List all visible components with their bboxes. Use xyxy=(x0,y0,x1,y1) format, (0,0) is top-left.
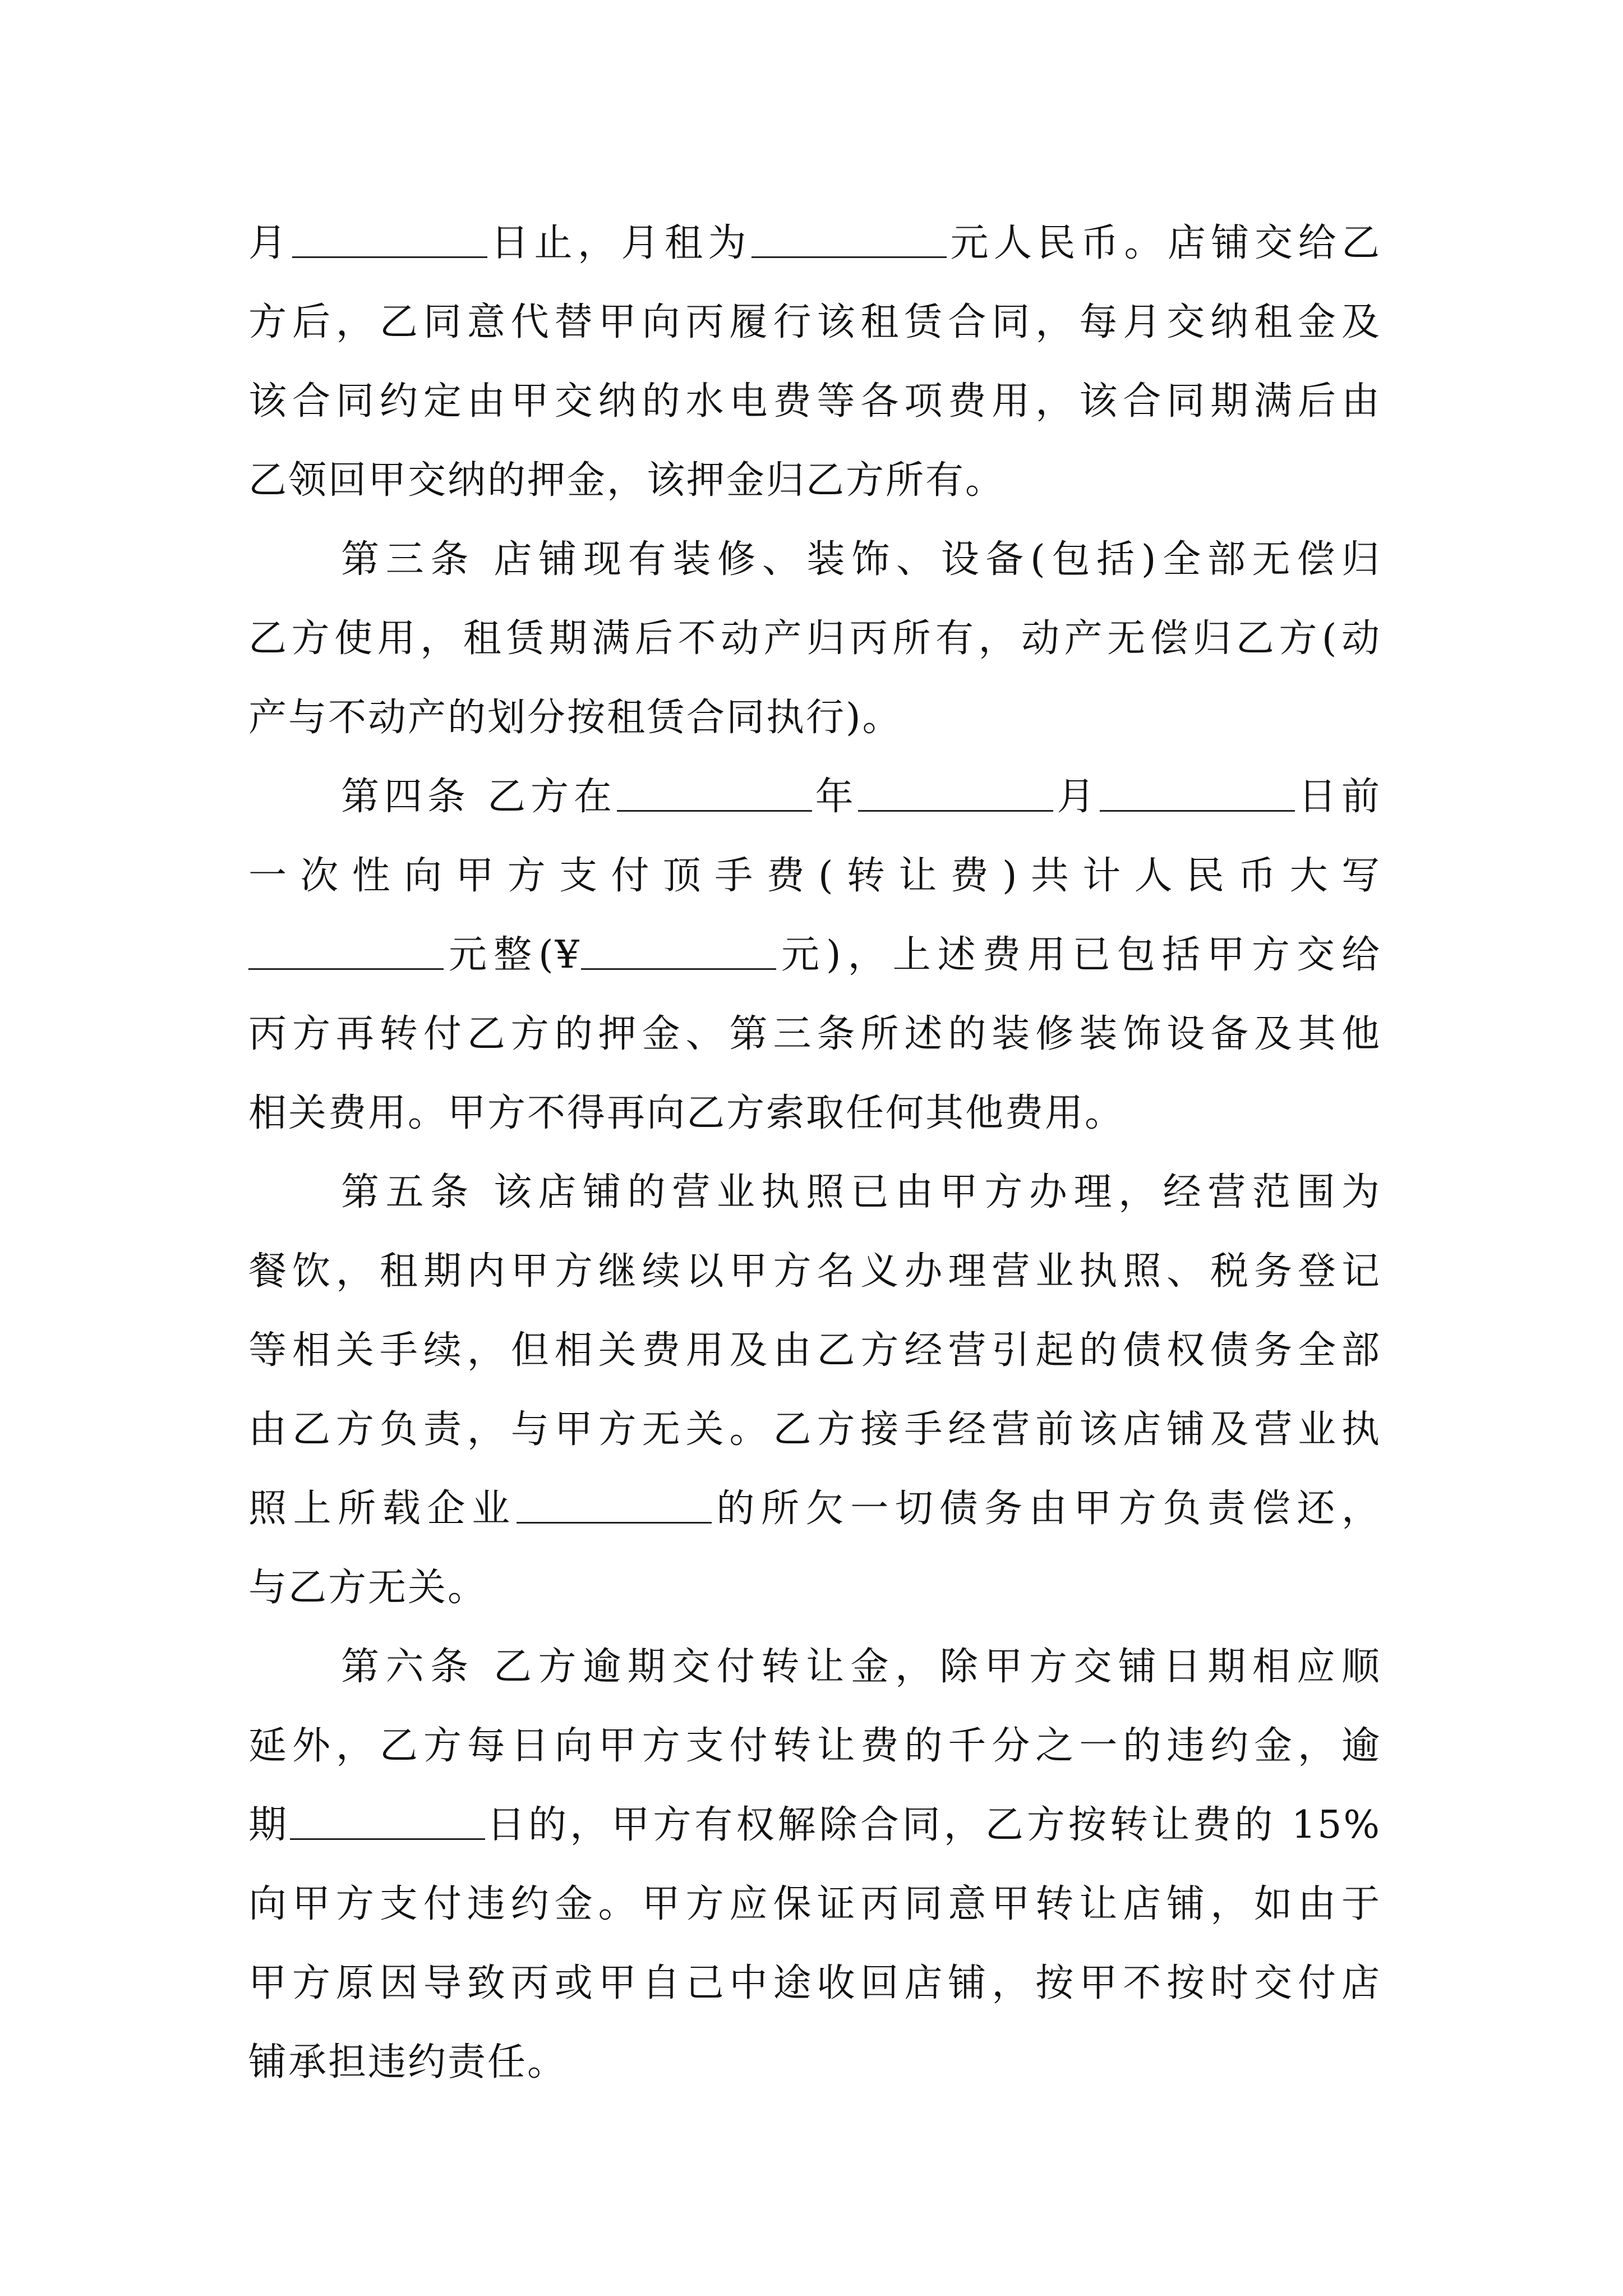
text-segment: 元)，上述费用已包括甲方交给 xyxy=(776,933,1382,977)
text-segment: 与乙方无关。 xyxy=(248,1566,488,1610)
text-segment: 相关费用。甲方不得再向乙方索取任何其他费用。 xyxy=(248,1091,1125,1135)
text-segment: 第四条 乙方在 xyxy=(341,775,617,819)
article-5-heading-line xyxy=(341,1163,1381,1222)
text-segment: 的所欠一切债务由甲方负责偿还， xyxy=(711,1487,1381,1531)
text-segment: 日前 xyxy=(1295,775,1381,819)
text-line xyxy=(248,1005,1381,1064)
fill-in-blank xyxy=(292,223,487,258)
text-line xyxy=(248,689,1381,747)
text-segment: 第五条 该店铺的营业执照已由甲方办理，经营范围为 xyxy=(341,1170,1381,1214)
text-segment: 元整(¥ xyxy=(444,933,581,977)
text-line xyxy=(248,1875,1381,1934)
article-3-heading-line xyxy=(341,531,1381,589)
text-segment: 元人民币。店铺交给乙 xyxy=(946,221,1381,265)
text-segment: 月 xyxy=(1053,775,1100,819)
text-line xyxy=(248,372,1381,431)
text-segment: 乙方使用，租赁期满后不动产归丙所有，动产无偿归乙方(动 xyxy=(248,616,1381,661)
fill-in-blank xyxy=(517,1488,712,1524)
fill-in-blank xyxy=(617,776,812,812)
text-segment: 该合同约定由甲交纳的水电费等各项费用，该合同期满后由 xyxy=(248,379,1381,424)
text-segment: 第三条 店铺现有装修、装饰、设备(包括)全部无偿归 xyxy=(341,537,1381,582)
text-line xyxy=(248,214,1381,273)
text-segment: 甲方原因导致丙或甲自己中途收回店铺，按甲不按时交付店 xyxy=(248,1961,1381,2005)
text-line xyxy=(248,1084,1381,1143)
text-line xyxy=(248,1717,1381,1775)
text-segment: 向甲方支付违约金。甲方应保证丙同意甲转让店铺，如由于 xyxy=(248,1882,1381,1926)
text-line xyxy=(248,1401,1381,1459)
text-line xyxy=(248,1954,1381,2013)
fill-in-blank xyxy=(290,1805,485,1840)
text-segment: 照上所载企业 xyxy=(248,1487,517,1531)
fill-in-blank xyxy=(581,935,776,970)
text-line xyxy=(248,1796,1381,1855)
text-line xyxy=(248,847,1381,905)
text-line xyxy=(248,1322,1381,1380)
fill-in-blank xyxy=(248,935,444,970)
text-segment: 期 xyxy=(248,1803,291,1847)
text-segment: 由乙方负责，与甲方无关。乙方接手经营前该店铺及营业执 xyxy=(248,1407,1381,1452)
text-segment: 餐饮，租期内甲方继续以甲方名义办理营业执照、税务登记 xyxy=(248,1249,1381,1294)
text-line xyxy=(248,610,1381,668)
text-line xyxy=(248,1480,1381,1538)
text-segment: 日止，月租为 xyxy=(487,221,751,265)
text-line xyxy=(248,1243,1381,1301)
text-segment: 年 xyxy=(811,775,859,819)
fill-in-blank xyxy=(1100,776,1295,812)
text-line xyxy=(248,2033,1381,2092)
fill-in-blank xyxy=(858,776,1053,812)
text-line xyxy=(248,926,1381,984)
fill-in-blank xyxy=(751,223,947,258)
text-segment: 延外，乙方每日向甲方支付转让费的千分之一的违约金，逾 xyxy=(248,1724,1381,1768)
text-segment: 乙领回甲交纳的押金，该押金归乙方所有。 xyxy=(248,458,1006,503)
text-line xyxy=(248,1559,1381,1617)
text-segment: 方后，乙同意代替甲向丙履行该租赁合同，每月交纳租金及 xyxy=(248,300,1381,344)
text-segment: 月 xyxy=(248,221,292,265)
article-4-heading-line xyxy=(341,768,1381,826)
article-6-heading-line xyxy=(341,1638,1381,1696)
text-segment: 等相关手续，但相关费用及由乙方经营引起的债权债务全部 xyxy=(248,1328,1381,1373)
text-segment: 丙方再转付乙方的押金、第三条所述的装修装饰设备及其他 xyxy=(248,1012,1381,1056)
text-line xyxy=(248,293,1381,352)
text-segment: 第六条 乙方逾期交付转让金，除甲方交铺日期相应顺 xyxy=(341,1645,1381,1689)
text-segment: 铺承担违约责任。 xyxy=(248,2040,568,2085)
text-segment: 一次性向甲方支付顶手费(转让费)共计人民币大写 xyxy=(248,854,1381,898)
text-segment: 日的，甲方有权解除合同，乙方按转让费的 15% xyxy=(485,1803,1381,1847)
text-segment: 产与不动产的划分按租赁合同执行)。 xyxy=(248,696,902,740)
text-line xyxy=(248,452,1381,510)
